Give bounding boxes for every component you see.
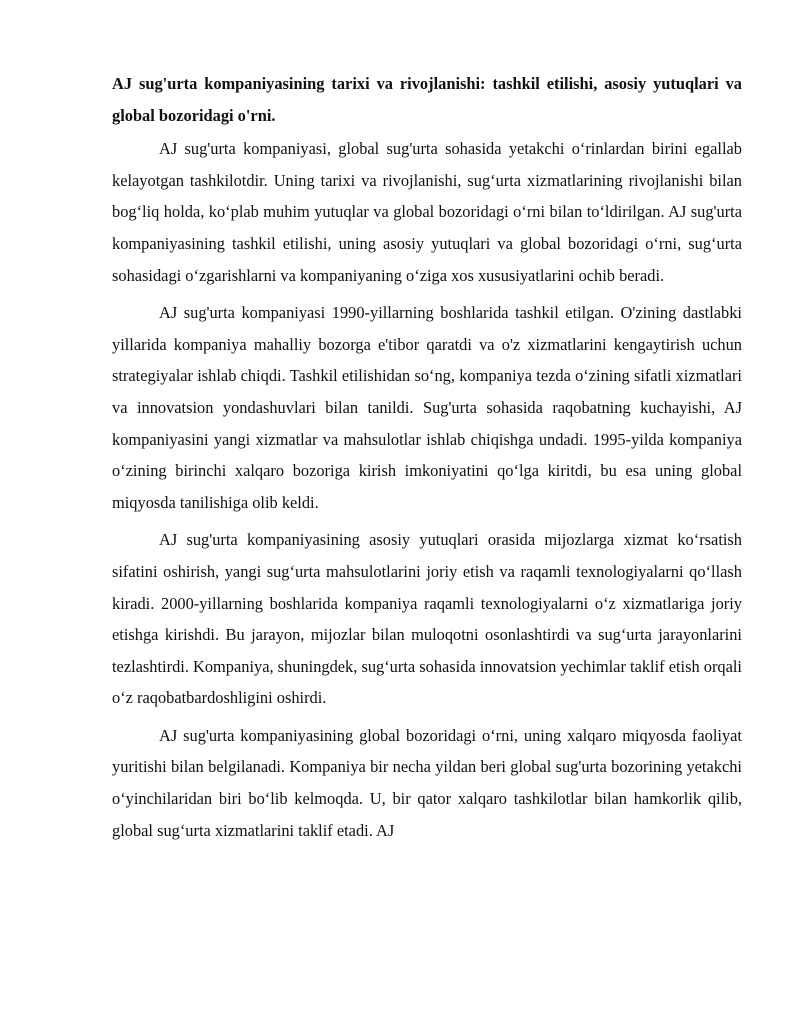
document-title: AJ sug'urta kompaniyasining tarixi va rivojlanishi: tashkil etilishi, asosiy yutuqlari va global bozoridagi o'rni. — [112, 74, 742, 125]
paragraph-4: AJ sug'urta kompaniyasining global bozoridagi o‘rni, uning xalqaro miqyosda faoliyat yuritishi bilan belgilanadi. Kompaniya bir necha yildan beri global sug'urta bozorining yetakchi o‘yinchilaridan biri bo‘lib kelmoqda. U, bir qator xalqaro tashkilotlar bilan hamkorlik qilib, global sug‘urta xizmatlarini taklif etadi. AJ — [112, 725, 742, 840]
paragraph-2: AJ sug'urta kompaniyasi 1990-yillarning boshlarida tashkil etilgan. O'zining dastlabki yillarida kompaniya mahalliy bozorga e'tibor qaratdi va o'z xizmatlarini kengaytirish uchun strategiyalar ishlab chiqdi. Tashkil etilishidan so‘ng, kompaniya tezda o‘zining sifatli xizmatlari va innovatsion yondashuvlari bilan tanildi. Sug'urta sohasida raqobatning kuchayishi, AJ kompaniyasini yangi xizmatlar va mahsulotlar ishlab chiqishga undadi. 1995-yilda kompaniya o‘zining birinchi xalqaro bozoriga kirish imkoniyatini qo‘lga kiritdi, bu esa uning global miqyosda tanilishiga olib keldi. — [112, 303, 742, 512]
paragraph-1: AJ sug'urta kompaniyasi, global sug'urta sohasida yetakchi o‘rinlardan birini egallab kelayotgan tashkilotdir. Uning tarixi va rivojlanishi, sug‘urta xizmatlarining rivojlanishi bilan bog‘liq holda, ko‘plab muhim yutuqlar va global bozoridagi o‘rni bilan to‘ldirilgan. AJ sug'urta kompaniyasining tashkil etilishi, uning asosiy yutuqlari va global bozoridagi o‘rni, sug‘urta sohasidagi o‘zgarishlarni va kompaniyaning o‘ziga xos xususiyatlarini ochib beradi. — [112, 139, 742, 285]
paragraph-3: AJ sug'urta kompaniyasining asosiy yutuqlari orasida mijozlarga xizmat ko‘rsatish sifatini oshirish, yangi sug‘urta mahsulotlarini joriy etish va raqamli texnologiyalarni qo‘llash kiradi. 2000-yillarning boshlarida kompaniya raqamli texnologiyalarni o‘z xizmatlariga joriy etishga kirishdi. Bu jarayon, mijozlar bilan muloqotni osonlashtirdi va sug‘urta jarayonlarini tezlashtirdi. Kompaniya, shuningdek, sug‘urta sohasida innovatsion yechimlar taklif etish orqali o‘z raqobatbardoshligini oshirdi. — [112, 530, 742, 708]
document-page — [112, 68, 742, 852]
